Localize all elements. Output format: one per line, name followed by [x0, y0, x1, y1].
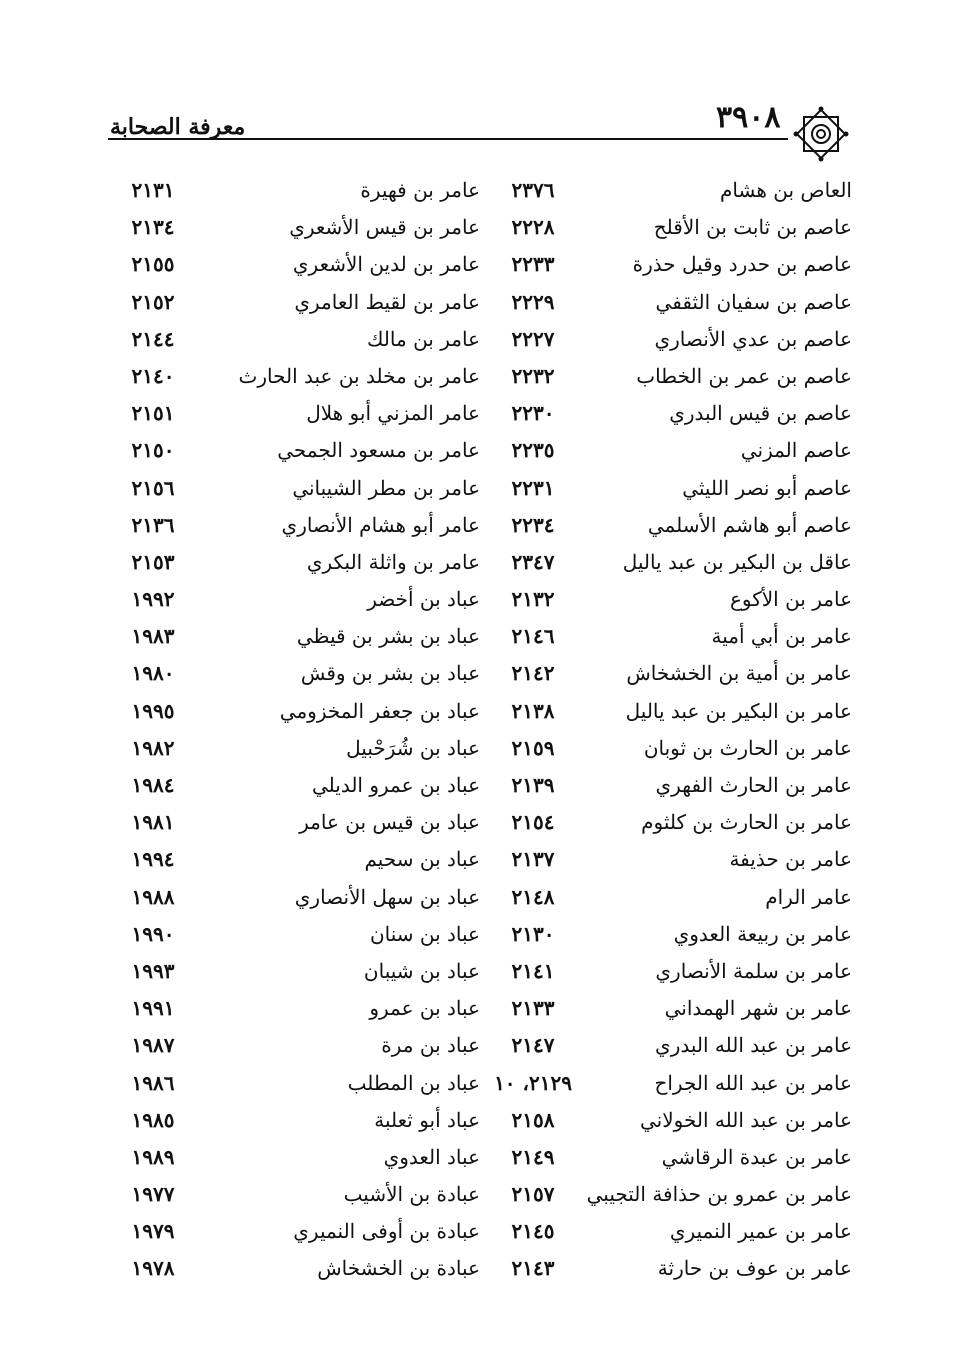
number-right-column: ٢١٤٣ — [511, 1256, 555, 1281]
number-left-column: ١٩٨٤ — [131, 773, 175, 797]
number-right-column: ٢١٥٩ — [511, 735, 555, 760]
number-left-column: ١٩٨٧ — [131, 1033, 175, 1058]
number-right-column: ٢١٤١ — [511, 958, 555, 983]
index-row — [100, 953, 860, 990]
number-left-column: ١٩٧٧ — [131, 1182, 175, 1207]
name-right-column: عامر بن حذيفة — [729, 847, 852, 872]
name-right-column: عاصم بن سفيان الثقفي — [655, 289, 852, 314]
number-left-column: ١٩٨٥ — [131, 1107, 175, 1132]
index-row — [100, 470, 860, 507]
number-left-column: ١٩٧٨ — [131, 1256, 175, 1281]
number-right-column: ٢١٥٨ — [511, 1107, 555, 1132]
index-table — [100, 172, 860, 1288]
name-right-column: عاصم بن قيس البدري — [669, 401, 852, 426]
number-left-column: ٢١٥٠ — [131, 438, 175, 463]
index-row — [100, 246, 860, 283]
index-row — [100, 581, 860, 618]
name-right-column: عامر الرام — [765, 884, 852, 909]
index-row — [100, 1250, 860, 1287]
name-right-column: عامر بن عبدة الرقاشي — [661, 1144, 852, 1169]
header-rule — [108, 138, 788, 140]
number-right-column: ٢٢٣٣ — [511, 252, 555, 277]
name-left-column: عامر بن مخلد بن عبد الحارث — [238, 363, 480, 388]
index-row — [100, 879, 860, 916]
name-right-column: عاصم بن عمر بن الخطاب — [636, 363, 852, 388]
index-row — [100, 284, 860, 321]
number-right-column: ٢١٤٨ — [511, 884, 555, 909]
name-left-column: عبادة بن أوفى النميري — [293, 1219, 480, 1244]
name-right-column: عاصم أبو نصر الليثي — [682, 475, 852, 500]
number-left-column: ١٩٨٠ — [131, 661, 175, 686]
index-row — [100, 1027, 860, 1064]
index-row — [100, 767, 860, 804]
name-left-column: عباد بن سنان — [369, 921, 480, 946]
index-row — [100, 507, 860, 544]
name-left-column: عباد بن شيبان — [363, 958, 480, 983]
index-row — [100, 655, 860, 692]
name-right-column: عامر بن شهر الهمداني — [664, 996, 852, 1021]
name-left-column: عامر المزني أبو هلال — [306, 401, 480, 426]
name-left-column: عباد بن عمرو — [369, 996, 480, 1021]
name-right-column: عاصم بن حدرد وقيل حذرة — [632, 252, 852, 277]
name-right-column: عاصم بن ثابت بن الأقلح — [653, 215, 852, 240]
name-right-column: عامر بن أمية بن الخشخاش — [626, 661, 852, 686]
index-row — [100, 358, 860, 395]
number-right-column: ٢٣٤٧ — [511, 549, 555, 574]
number-left-column: ٢١٣٦ — [131, 512, 175, 537]
index-row — [100, 1213, 860, 1250]
name-left-column: عباد بن جعفر المخزومي — [279, 698, 480, 723]
number-left-column: ١٩٩٤ — [131, 847, 175, 872]
name-left-column: عباد بن سهل الأنصاري — [294, 884, 480, 909]
number-left-column: ٢١٣١ — [131, 178, 175, 202]
number-left-column: ١٩٨٨ — [131, 884, 175, 909]
name-right-column: عاصم أبو هاشم الأسلمي — [647, 512, 852, 537]
name-left-column: عامر بن واثلة البكري — [306, 549, 480, 574]
index-row — [100, 1065, 860, 1102]
number-left-column: ٢١٣٤ — [131, 215, 175, 240]
number-right-column: ٢٣٧٦ — [511, 178, 555, 202]
index-row — [100, 804, 860, 841]
index-row — [100, 1139, 860, 1176]
name-right-column: عامر بن عمرو بن حذافة التجيبي — [586, 1182, 852, 1207]
name-left-column: عباد بن المطلب — [347, 1070, 480, 1095]
number-left-column: ٢١٤٠ — [131, 363, 175, 388]
name-left-column: عباد بن قيس بن عامر — [299, 810, 480, 835]
name-right-column: عاصم المزني — [740, 438, 852, 463]
name-right-column: عاقل بن البكير بن عبد ياليل — [622, 549, 852, 574]
name-left-column: عباد أبو ثعلبة — [374, 1107, 480, 1132]
number-right-column: ٢١٤٩ — [511, 1144, 555, 1169]
number-left-column: ١٩٩١ — [131, 996, 175, 1021]
name-right-column: عامر بن عبد الله الخولاني — [640, 1107, 852, 1132]
number-left-column: ٢١٥٣ — [131, 549, 175, 574]
name-right-column: العاص بن هشام — [720, 178, 852, 202]
index-row — [100, 321, 860, 358]
number-left-column: ١٩٨١ — [131, 810, 175, 835]
index-row — [100, 1102, 860, 1139]
number-right-column: ٢٢٢٧ — [511, 326, 555, 351]
number-right-column: ٢١٤٥ — [511, 1219, 555, 1244]
name-right-column: عامر بن عوف بن حارثة — [657, 1256, 852, 1281]
number-left-column: ٢١٥١ — [131, 401, 175, 426]
index-row — [100, 432, 860, 469]
number-right-column: ٢٢٢٩ — [511, 289, 555, 314]
number-right-column: ٢١٤٦ — [511, 624, 555, 649]
number-left-column: ١٩٨٣ — [131, 624, 175, 649]
number-left-column: ١٩٨٢ — [131, 735, 175, 760]
name-right-column: عامر بن عمير النميري — [669, 1219, 852, 1244]
number-left-column: ٢١٥٥ — [131, 252, 175, 277]
number-right-column: ٢٢٣٥ — [511, 438, 555, 463]
number-right-column: ٢٢٣٠ — [511, 401, 555, 426]
page-number: ٣٩٠٨ — [716, 100, 781, 135]
name-right-column: عامر بن الحارث بن كلثوم — [641, 810, 852, 835]
number-right-column: ٢٢٣١ — [511, 475, 555, 500]
number-right-column: ٢١٥٧ — [511, 1182, 555, 1207]
number-right-column: ٢٢٢٨ — [511, 215, 555, 240]
number-left-column: ١٩٩٠ — [131, 921, 175, 946]
name-left-column: عباد بن سحيم — [364, 847, 480, 872]
index-row — [100, 395, 860, 432]
number-right-column: ٢١٣٧ — [511, 847, 555, 872]
name-right-column: عامر بن البكير بن عبد ياليل — [625, 698, 852, 723]
index-row — [100, 841, 860, 878]
index-row — [100, 172, 860, 209]
number-right-column: ٢١٥٤ — [511, 810, 555, 835]
number-right-column: ٢١٣٠ — [511, 921, 555, 946]
name-right-column: عامر بن ربيعة العدوي — [673, 921, 852, 946]
number-left-column: ٢١٥٢ — [131, 289, 175, 314]
name-right-column: عامر بن عبد الله البدري — [655, 1033, 852, 1058]
name-left-column: عباد بن مرة — [381, 1033, 480, 1058]
name-left-column: عامر أبو هشام الأنصاري — [281, 512, 480, 537]
index-row — [100, 916, 860, 953]
number-right-column: ٢١٣٨ — [511, 698, 555, 723]
name-right-column: عامر بن الحارث بن ثوبان — [643, 735, 852, 760]
number-right-column: ٢١٣٣ — [511, 996, 555, 1021]
name-left-column: عامر بن مطر الشيباني — [292, 475, 480, 500]
name-left-column: عباد العدوي — [383, 1144, 480, 1169]
index-row — [100, 730, 860, 767]
number-left-column: ١٩٧٩ — [131, 1219, 175, 1244]
index-row — [100, 693, 860, 730]
name-left-column: عامر بن لدين الأشعري — [292, 252, 480, 277]
number-right-column: ٢١٢٩، ١٠ — [494, 1070, 572, 1095]
name-right-column: عامر بن أبي أمية — [711, 624, 852, 649]
ornament-icon — [792, 103, 850, 165]
index-row — [100, 209, 860, 246]
number-left-column: ١٩٩٥ — [131, 698, 175, 723]
name-left-column: عامر بن قيس الأشعري — [289, 215, 480, 240]
number-left-column: ١٩٨٦ — [131, 1070, 175, 1095]
name-left-column: عباد بن بشر بن وقش — [300, 661, 480, 686]
number-right-column: ٢١٣٩ — [511, 773, 555, 797]
index-row — [100, 544, 860, 581]
number-left-column: ٢١٤٤ — [131, 326, 175, 351]
name-left-column: عباد بن بشر بن قيظي — [296, 624, 480, 649]
number-right-column: ٢١٣٢ — [511, 587, 555, 612]
name-left-column: عامر بن فهيرة — [360, 178, 480, 202]
index-row — [100, 1176, 860, 1213]
book-title: معرفة الصحابة — [110, 114, 246, 140]
number-left-column: ١٩٩٢ — [131, 587, 175, 612]
number-left-column: ٢١٥٦ — [131, 475, 175, 500]
name-right-column: عامر بن عبد الله الجراح — [654, 1070, 852, 1095]
index-row — [100, 618, 860, 655]
number-right-column: ٢١٤٧ — [511, 1033, 555, 1058]
number-right-column: ٢٢٣٢ — [511, 363, 555, 388]
name-left-column: عبادة بن الأشيب — [343, 1182, 480, 1207]
name-right-column: عامر بن الأكوع — [729, 587, 852, 612]
number-right-column: ٢١٤٢ — [511, 661, 555, 686]
name-left-column: عباد بن أخضر — [367, 587, 480, 612]
name-left-column: عامر بن مسعود الجمحي — [277, 438, 480, 463]
name-left-column: عامر بن مالك — [366, 326, 480, 351]
name-left-column: عبادة بن الخشخاش — [317, 1256, 480, 1281]
name-right-column: عامر بن سلمة الأنصاري — [655, 958, 852, 983]
name-left-column: عباد بن شُرَحْبيل — [346, 735, 480, 760]
name-right-column: عامر بن الحارث الفهري — [655, 773, 852, 797]
number-left-column: ١٩٩٣ — [131, 958, 175, 983]
number-right-column: ٢٢٣٤ — [511, 512, 555, 537]
name-left-column: عامر بن لقيط العامري — [294, 289, 480, 314]
index-row — [100, 990, 860, 1027]
name-left-column: عباد بن عمرو الديلي — [311, 773, 480, 797]
name-right-column: عاصم بن عدي الأنصاري — [654, 326, 852, 351]
number-left-column: ١٩٨٩ — [131, 1144, 175, 1169]
